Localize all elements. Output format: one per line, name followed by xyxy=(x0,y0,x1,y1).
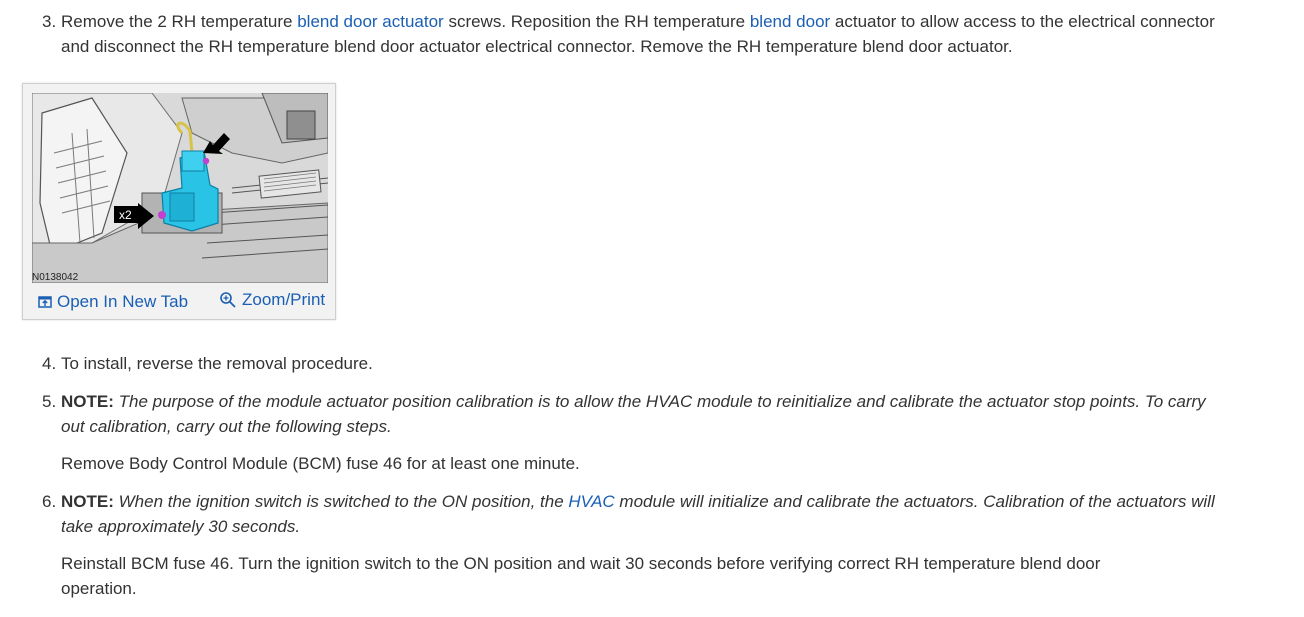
step-5-instruction: Remove Body Control Module (BCM) fuse 46 for at least one minute. xyxy=(61,454,580,473)
step-text: Remove the 2 RH temperature blend door actuator screws. Reposition the RH temperature blend door actuator to allow access to the electrical connector and disconnect the RH temperature blend door actuator electrical connector. Remove the RH temperature blend door actuator. xyxy=(61,12,1215,56)
note-label: NOTE: xyxy=(61,492,114,511)
figure-card xyxy=(22,83,336,320)
step-text: To install, reverse the removal procedure. xyxy=(61,354,373,373)
note-label: NOTE: xyxy=(61,392,114,411)
figure-code: N0138042 xyxy=(32,272,79,283)
step-number: 3. xyxy=(42,12,57,31)
zoom-print-label: Zoom/Print xyxy=(242,290,326,309)
open-in-new-tab-label: Open In New Tab xyxy=(57,292,189,311)
step-number: 4. xyxy=(42,354,57,373)
callout-label: x2 xyxy=(119,208,132,222)
open-in-new-tab-button[interactable] xyxy=(38,292,188,312)
note-block: NOTE: When the ignition switch is switched to the ON position, the HVAC module will initialize and calibrate the actuators. Calibration of the actuators will take approximately 30 seconds. xyxy=(61,492,1215,536)
external-tab-icon xyxy=(38,295,52,309)
zoom-print-button[interactable] xyxy=(219,290,325,310)
zoom-icon xyxy=(219,291,237,309)
note-text: The purpose of the module actuator position calibration is to allow the HVAC module to reinitialize and calibrate the actuator stop points. To carry out calibration, carry out the following steps. xyxy=(61,392,1206,436)
note-block xyxy=(61,389,1231,439)
actuator-illustration[interactable] xyxy=(32,93,328,283)
step-number: 5. xyxy=(42,392,57,411)
hvac-link[interactable]: HVAC xyxy=(568,492,615,511)
figure-actions xyxy=(23,290,335,316)
step-6-instruction: Reinstall BCM fuse 46. Turn the ignition switch to the ON position and wait 30 seconds before verifying correct RH temperature blend door operation. xyxy=(61,554,1101,598)
step-number: 6. xyxy=(42,492,57,511)
blend-door-link[interactable]: blend door xyxy=(749,12,831,31)
blend-door-actuator-link[interactable]: blend door actuator xyxy=(297,12,444,31)
